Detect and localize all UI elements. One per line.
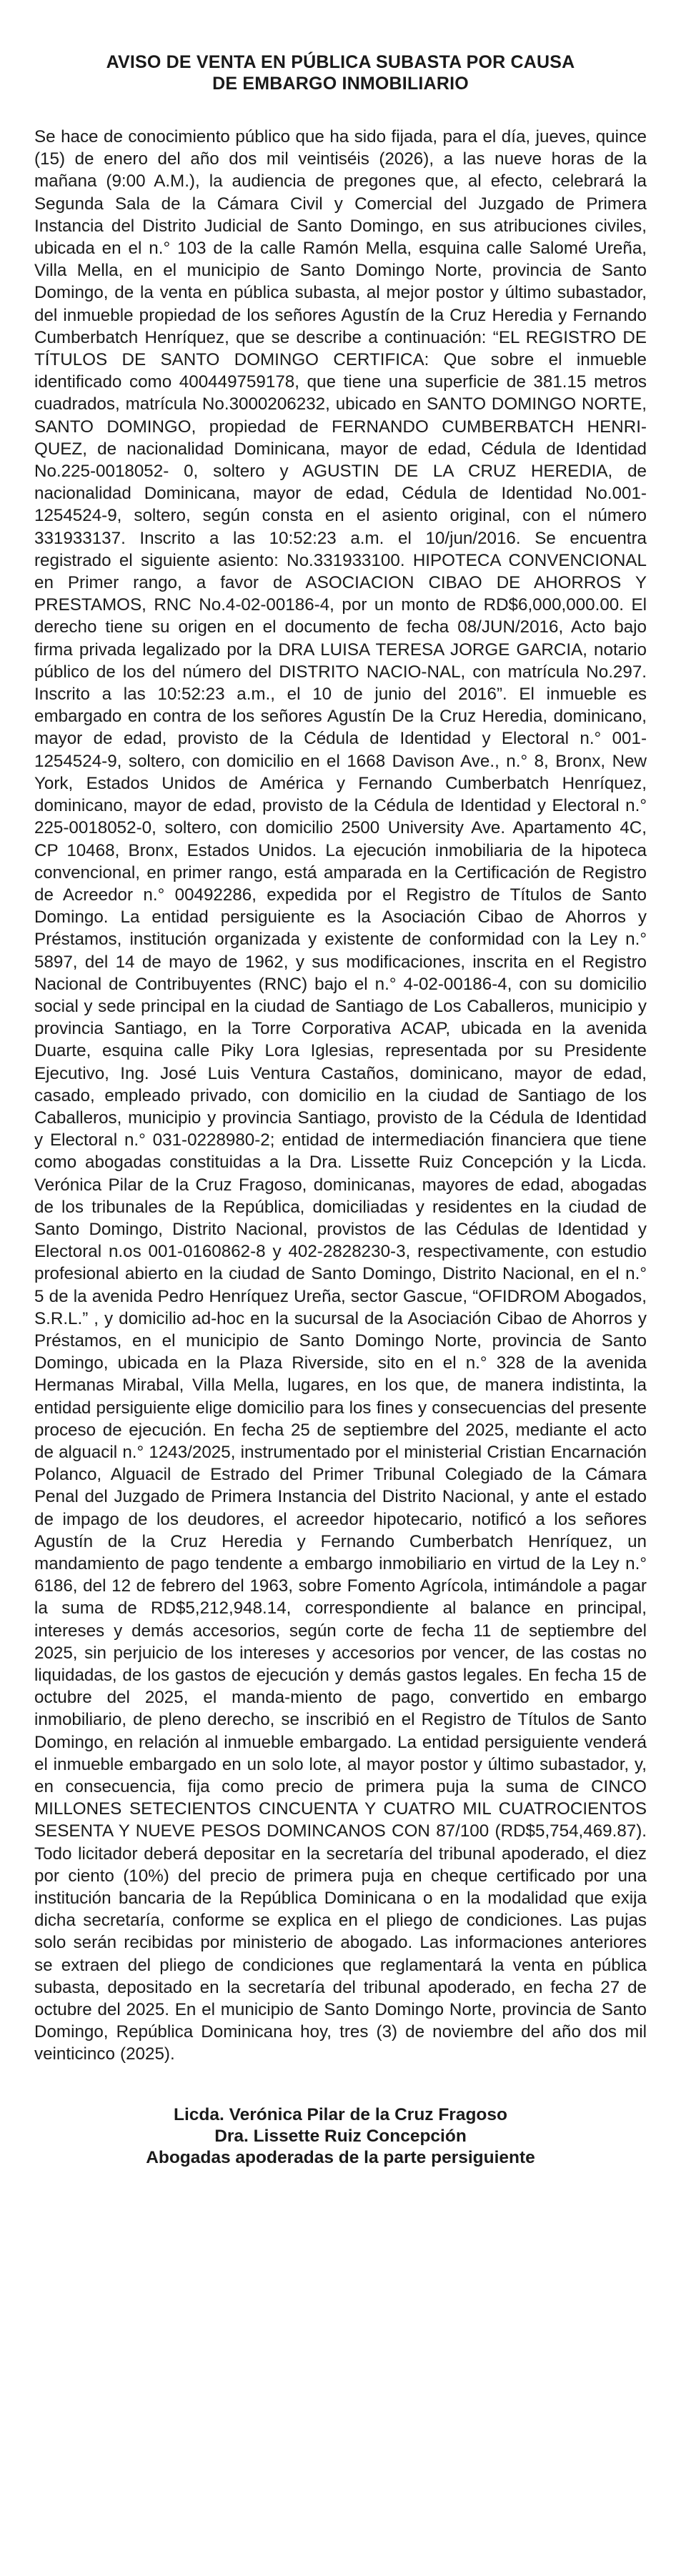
signature-line-3: Abogadas apoderadas de la parte persiguiente [146, 2147, 535, 2167]
notice-title-line-2: DE EMBARGO INMOBILIARIO [212, 74, 469, 94]
notice-title-line-1: AVISO DE VENTA EN PÚBLICA SUBASTA POR CAUSA [106, 52, 575, 72]
signature-block [34, 2104, 647, 2169]
signature-line-2: Dra. Lissette Ruiz Concepción [214, 2126, 467, 2146]
signature-line-1: Licda. Verónica Pilar de la Cruz Fragoso [173, 2104, 507, 2124]
notice-body: Se hace de conocimiento público que ha sido fijada, para el día, jueves, quince (15) de enero del año dos mil veintiséis (2026), a las nueve horas de la mañana (9:00 A.M.), la audiencia de pregones que, al efecto, celebrará la Segunda Sala de la Cámara Civil y Comercial del Juzgado de Primera Instancia del Distrito Judicial de Santo Domingo, en sus atribuciones civiles, ubicada en el n.° 103 de la calle Ramón Mella, esquina calle Salomé Ureña, Villa Mella, en el municipio de Santo Domingo Norte, provincia de Santo Domingo, de la venta en pública subasta, al mejor postor y último subastador, del inmueble propiedad de los señores Agustín de la Cruz Heredia y Fernando Cumberbatch Henríquez, que se describe a continuación: “EL REGISTRO DE TÍTULOS DE SANTO DOMINGO CERTIFICA: Que sobre el inmueble identificado como 400449759178, que tiene una superficie de 381.15 metros cuadrados, matrícula No.3000206232, ubicado en SANTO DOMINGO NORTE, SANTO DOMINGO, propiedad de FERNANDO CUMBERBATCH HENRI-QUEZ, de nacionalidad Dominicana, mayor de edad, Cédula de Identidad No.225-0018052- 0, soltero y AGUSTIN DE LA CRUZ HEREDIA, de nacionalidad Dominicana, mayor de edad, Cédula de Identidad No.001-1254524-9, soltero, según consta en el asiento original, con el número 331933137. Inscrito a las 10:52:23 a.m. el 10/jun/2016. Se encuentra registrado el siguiente asiento: No.331933100. HIPOTECA CONVENCIONAL en Primer rango, a favor de ASOCIACION CIBAO DE AHORROS Y PRESTAMOS, RNC No.4-02-00186-4, por un monto de RD$6,000,000.00. El derecho tiene su origen en el documento de fecha 08/JUN/2016, Acto bajo firma privada legalizado por la DRA LUISA TERESA JORGE GARCIA, notario público de los del número del DISTRITO NACIO-NAL, con matrícula No.297. Inscrito a las 10:52:23 a.m., el 10 de junio del 2016”. El inmueble es embargado en contra de los señores Agustín De la Cruz Heredia, dominicano, mayor de edad, provisto de la Cédula de Identidad y Electoral n.° 001-1254524-9, soltero, con domicilio en el 1668 Davison Ave., n.° 8, Bronx, New York, Estados Unidos de América y Fernando Cumberbatch Henríquez, dominicano, mayor de edad, provisto de la Cédula de Identidad y Electoral n.° 225-0018052-0, soltero, con domicilio 2500 University Ave. Apartamento 4C, CP 10468, Bronx, Estados Unidos. La ejecución inmobiliaria de la hipoteca convencional, en primer rango, está amparada en la Certificación de Registro de Acreedor n.° 00492286, expedida por el Registro de Títulos de Santo Domingo. La entidad persiguiente es la Asociación Cibao de Ahorros y Préstamos, institución organizada y existente de conformidad con la Ley n.° 5897, del 14 de mayo de 1962, y sus modificaciones, inscrita en el Registro Nacional de Contribuyentes (RNC) bajo el n.° 4-02-00186-4, con su domicilio social y sede principal en la ciudad de Santiago de Los Caballeros, municipio y provincia Santiago, en la Torre Corporativa ACAP, ubicada en la avenida Duarte, esquina calle Piky Lora Iglesias, representada por su Presidente Ejecutivo, Ing. José Luis Ventura Castaños, dominicano, mayor de edad, casado, empleado privado, con domicilio en la ciudad de Santiago de los Caballeros, municipio y provincia Santiago, provisto de la Cédula de Identidad y Electoral n.° 031-0228980-2; entidad de intermediación financiera que tiene como abogadas constituidas a la Dra. Lissette Ruiz Concepción y la Licda. Verónica Pilar de la Cruz Fragoso, dominicanas, mayores de edad, abogadas de los tribunales de la República, domiciliadas y residentes en la ciudad de Santo Domingo, Distrito Nacional, provistos de las Cédulas de Identidad y Electoral n.os 001-0160862-8 y 402-2828230-3, respectivamente, con estudio profesional abierto en la ciudad de Santo Domingo, Distrito Nacional, en el n.° 5 de la avenida Pedro Henríquez Ureña, sector Gascue, “OFIDROM Abogados, S.R.L.” , y domicilio ad-hoc en la sucursal de la Asociación Cibao de Ahorros y Préstamos, en el municipio de Santo Domingo Norte, provincia de Santo Domingo, ubicada en la Plaza Riverside, sito en el n.° 328 de la avenida Hermanas Mirabal, Villa Mella, lugares, en los que, de manera indistinta, la entidad persiguiente elige domicilio para los fines y consecuencias del presente proceso de ejecución. En fecha 25 de septiembre del 2025, mediante el acto de alguacil n.° 1243/2025, instrumentado por el ministerial Cristian Encarnación Polanco, Alguacil de Estrado del Primer Tribunal Colegiado de la Cámara Penal del Juzgado de Primera Instancia del Distrito Nacional, y ante el estado de impago de los deudores, el acreedor hipotecario, notificó a los señores Agustín de la Cruz Heredia y Fernando Cumberbatch Henríquez, un mandamiento de pago tendente a embargo inmobiliario en virtud de la Ley n.° 6186, del 12 de febrero del 1963, sobre Fomento Agrícola, intimándole a pagar la suma de RD$5,212,948.14, correspondiente al balance en principal, intereses y demás accesorios, según corte de fecha 11 de septiembre del 2025, sin perjuicio de los intereses y accesorios por vencer, de las costas no liquidadas, de los gastos de ejecución y demás gastos legales. En fecha 15 de octubre del 2025, el manda-miento de pago, convertido en embargo inmobiliario, de pleno derecho, se inscribió en el Registro de Títulos de Santo Domingo, en relación al inmueble embargado. La entidad persiguiente venderá el inmueble embargado en un solo lote, al mayor postor y último subastador, y, en consecuencia, fija como precio de primera puja la suma de CINCO MILLONES SETECIENTOS CINCUENTA Y CUATRO MIL CUATROCIENTOS SESENTA Y NUEVE PESOS DOMINCANOS CON 87/100 (RD$5,754,469.87). Todo licitador deberá depositar en la secretaría del tribunal apoderado, el diez por ciento (10%) del precio de primera puja en cheque certificado por una institución bancaria de la República Dominicana o en la modalidad que exija dicha secretaría, conforme se explica en el pliego de condiciones. Las pujas solo serán recibidas por ministerio de abogado. Las informaciones anteriores se extraen del pliego de condiciones que reglamentará la venta en pública subasta, depositado en la secretaría del tribunal apoderado, en fecha 27 de octubre del 2025. En el municipio de Santo Domingo Norte, provincia de Santo Domingo, República Dominicana hoy, tres (3) de noviembre del año dos mil veinticinco (2025). [34, 127, 647, 2064]
notice-title [34, 51, 647, 94]
